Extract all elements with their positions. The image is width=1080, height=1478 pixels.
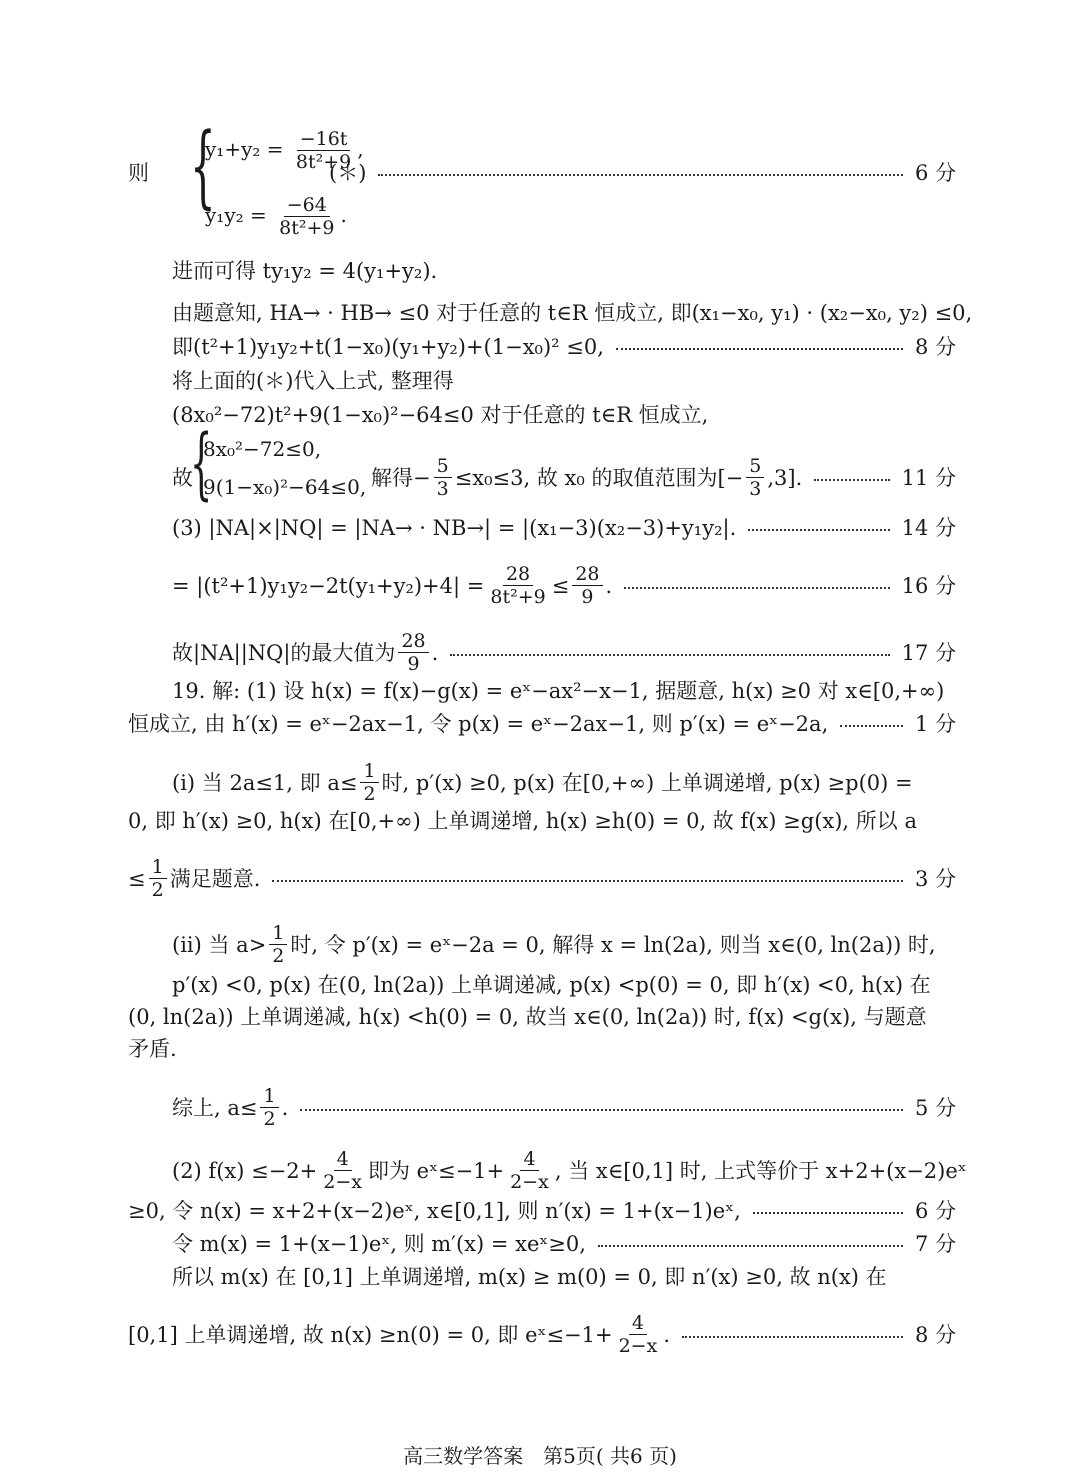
- line-22: ≥0, 令 n(x) = x+2+(x−2)eˣ, x∈[0,1], 则 n′(x) = 1+(x−1)eˣ, 6 分: [128, 1199, 956, 1223]
- line-13: (i) 当 2a≤1, 即 a≤ $\frac{1}{2}$ 时, p′(x) ≥0, p(x) 在[0,+∞) 上单调递增, p(x) ≥p(0) =: [172, 760, 913, 805]
- line-21: (2) f(x) ≤−2+ $\frac{4}{2-x}$ 即为 eˣ≤−1+ $\frac{4}{2-x}$ , 当 x∈[0,1] 时, 上式等价于 x+2+(x−2)eˣ: [172, 1148, 967, 1193]
- line-8: (3) |NA|×|NQ| = |NA→ · NB→| = |(x₁−3)(x₂−3)+y₁y₂|. 14 分: [172, 516, 956, 540]
- line-25: [0,1] 上单调递增, 故 n(x) ≥n(0) = 0, 即 eˣ≤−1+ $\frac{4}{2-x}$ . 8 分: [128, 1312, 956, 1357]
- sys-ineq-2: 9(1−x₀)²−64≤0,: [203, 475, 367, 499]
- prefix-ze: 则: [128, 161, 149, 185]
- line-5: 将上面的(＊)代入上式, 整理得: [172, 369, 454, 393]
- line-3: 由题意知, HA→ · HB→ ≤0 对于任意的 t∈R 恒成立, 即(x₁−x₀, y₁) · (x₂−x₀, y₂) ≤0,: [172, 301, 973, 325]
- line-11: 19. 解: (1) 设 h(x) = f(x)−g(x) = eˣ−ax²−x−1, 据题意, h(x) ≥0 对 x∈[0,+∞): [172, 679, 945, 703]
- score: 6 分: [914, 161, 956, 185]
- line-16: (ii) 当 a> $\frac{1}{2}$ 时, 令 p′(x) = eˣ−2a = 0, 解得 x = ln(2a), 则当 x∈(0, ln(2a)) 时,: [172, 922, 936, 967]
- line-23: 令 m(x) = 1+(x−1)eˣ, 则 m′(x) = xeˣ≥0, 7 分: [172, 1232, 956, 1256]
- line-18: (0, ln(2a)) 上单调递减, h(x) <h(0) = 0, 故当 x∈(0, ln(2a)) 时, f(x) <g(x), 与题意: [128, 1005, 927, 1029]
- left-brace-2: {: [190, 419, 213, 509]
- line-4: 即(t²+1)y₁y₂+t(1−x₀)(y₁+y₂)+(1−x₀)² ≤0, 8 分: [172, 335, 956, 359]
- line-20: 综上, a≤ $\frac{1}{2}$ . 5 分: [172, 1085, 956, 1130]
- line-17: p′(x) <0, p(x) 在(0, ln(2a)) 上单调递减, p(x) <p(0) = 0, 即 h′(x) <0, h(x) 在: [172, 973, 931, 997]
- line-19: 矛盾.: [128, 1037, 177, 1061]
- line-12: 恒成立, 由 h′(x) = eˣ−2ax−1, 令 p(x) = eˣ−2ax−1, 则 p′(x) = eˣ−2a, 1 分: [128, 712, 956, 736]
- sys-ineq-1: 8x₀²−72≤0,: [203, 437, 322, 461]
- line-2: 进而可得 ty₁y₂ = 4(y₁+y₂).: [172, 259, 438, 283]
- line-10: 故|NA||NQ|的最大值为 $\frac{28}{9}$ . 17 分: [172, 630, 956, 675]
- line-24: 所以 m(x) 在 [0,1] 上单调递增, m(x) ≥ m(0) = 0, 即 n′(x) ≥0, 故 n(x) 在: [172, 1265, 887, 1289]
- eq-sum: y₁+y₂ = $\frac{-16t}{\text{8t²+9}}$ ,: [205, 128, 364, 173]
- page-footer: 高三数学答案 第5页( 共6 页): [403, 1444, 677, 1468]
- line-7: 故 解得− $\frac{5}{3}$ ≤x₀≤3, 故 x₀ 的取值范围为[− $\frac{5}{3}$ ,3]. 11 分: [172, 455, 956, 500]
- eq-product: y₁y₂ = $\frac{-64}{\text{8t²+9}}$ .: [205, 194, 347, 239]
- star-tag: (＊): [329, 161, 367, 185]
- line-15: ≤ $\frac{1}{2}$ 满足题意. 3 分: [128, 856, 956, 901]
- dot-leader: [378, 174, 903, 176]
- line-14: 0, 即 h′(x) ≥0, h(x) 在[0,+∞) 上单调递增, h(x) ≥h(0) = 0, 故 f(x) ≥g(x), 所以 a: [128, 809, 917, 833]
- line-9: = |(t²+1)y₁y₂−2t(y₁+y₂)+4| = $\frac{28}{\text{8t²+9}}$ ≤ $\frac{28}{9}$ . 16 分: [172, 563, 956, 608]
- line-6: (8x₀²−72)t²+9(1−x₀)²−64≤0 对于任意的 t∈R 恒成立,: [172, 403, 709, 427]
- left-brace: {: [190, 114, 216, 219]
